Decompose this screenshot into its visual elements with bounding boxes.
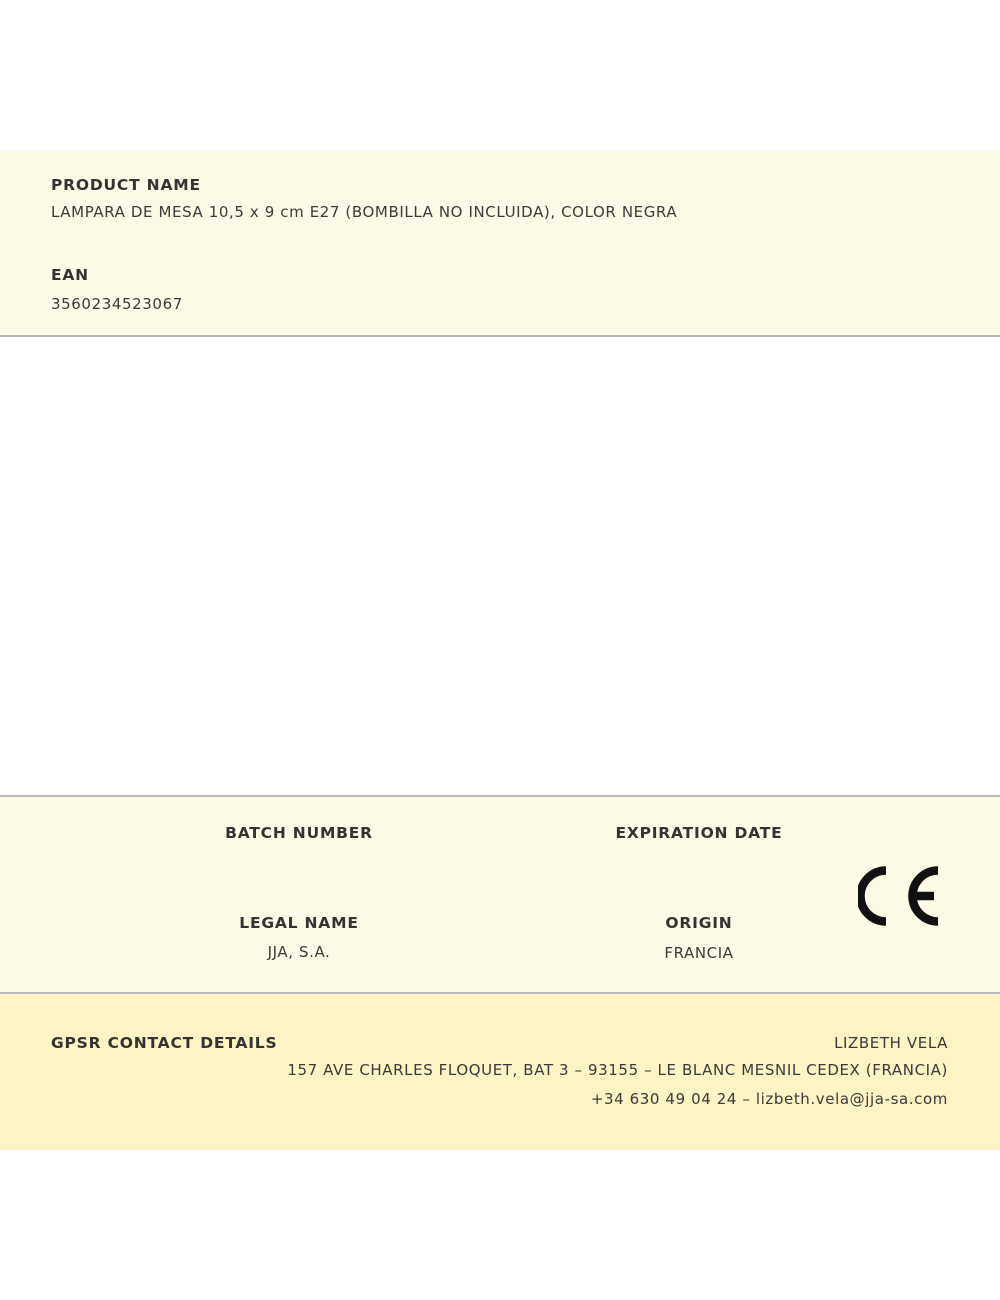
gpsr-contact-label: GPSR CONTACT DETAILS — [51, 1034, 278, 1052]
legal-name-label: LEGAL NAME — [239, 914, 359, 932]
batch-number-label: BATCH NUMBER — [225, 824, 373, 842]
ean-label: EAN — [51, 266, 89, 284]
origin-label: ORIGIN — [665, 914, 733, 932]
ean-value: 3560234523067 — [51, 295, 183, 313]
legal-name-value: JJA, S.A. — [267, 943, 331, 961]
contact-phone-email: +34 630 49 04 24 – lizbeth.vela@jja-sa.com — [590, 1090, 948, 1108]
ce-mark-icon — [858, 866, 942, 926]
contact-address: 157 AVE CHARLES FLOQUET, BAT 3 – 93155 – LE BLANC MESNIL CEDEX (FRANCIA) — [287, 1061, 948, 1079]
contact-name: LIZBETH VELA — [834, 1034, 948, 1052]
origin-value: FRANCIA — [664, 944, 734, 962]
product-name-value: LAMPARA DE MESA 10,5 x 9 cm E27 (BOMBILLA NO INCLUIDA), COLOR NEGRA — [51, 203, 678, 221]
expiration-date-label: EXPIRATION DATE — [615, 824, 783, 842]
product-name-label: PRODUCT NAME — [51, 176, 201, 194]
